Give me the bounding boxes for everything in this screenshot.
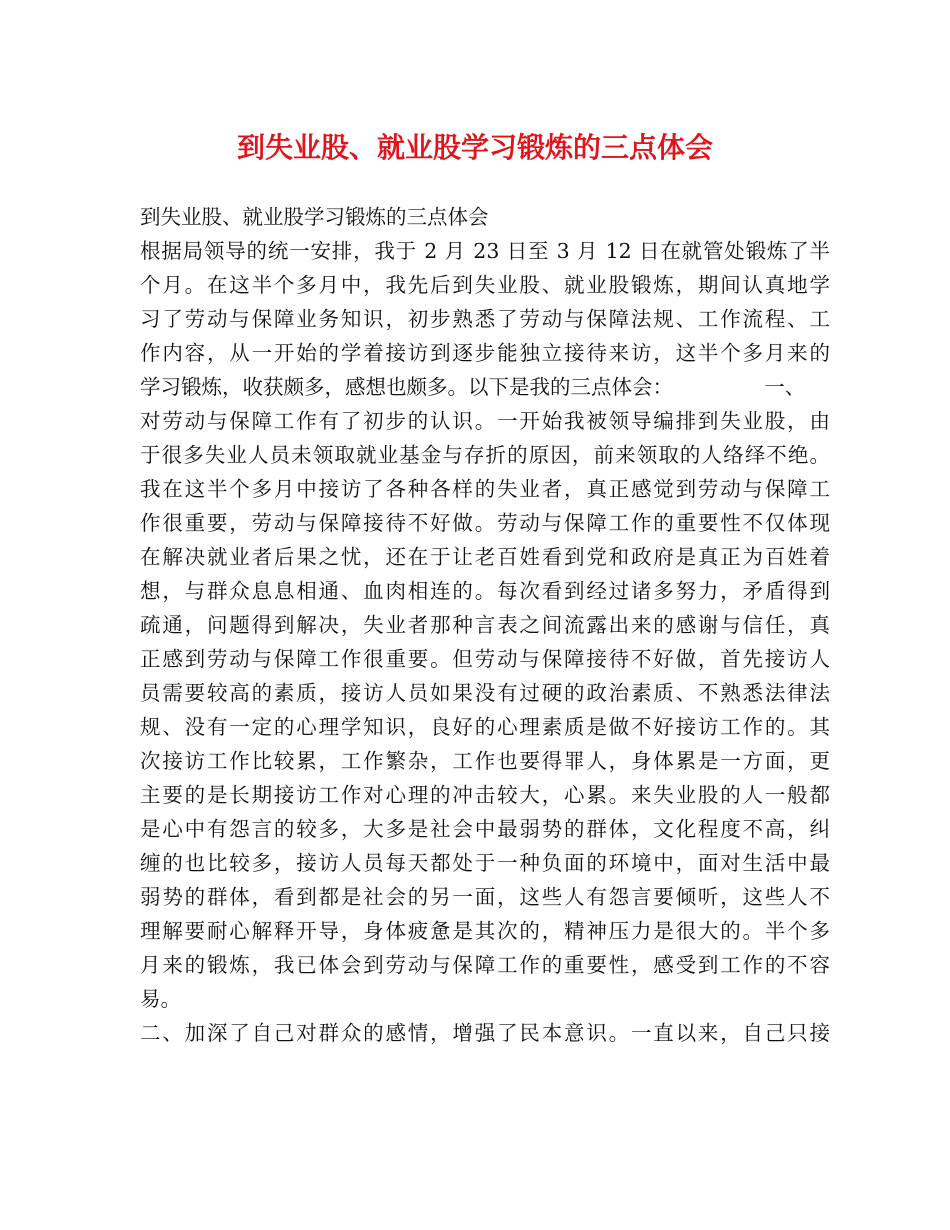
body-line: 疏通，问题得到解决，失业者那种言表之间流露出来的感谢与信任，真 (140, 613, 830, 637)
body-line: 理解要耐心解释开导，身体疲惫是其次的，精神压力是很大的。半个多 (140, 919, 830, 943)
body-line: 正感到劳动与保障工作很重要。但劳动与保障接待不好做，首先接访人 (140, 647, 830, 671)
body-line: 缠的也比较多，接访人员每天都处于一种负面的环境中，面对生活中最 (140, 851, 830, 875)
body-line: 员需要较高的素质，接访人员如果没有过硬的政治素质、不熟悉法律法 (140, 681, 830, 705)
document-body (140, 200, 830, 1050)
body-line: 月来的锻炼，我已体会到劳动与保障工作的重要性，感受到工作的不容 (140, 953, 830, 977)
body-line: 作很重要，劳动与保障接待不好做。劳动与保障工作的重要性不仅体现 (140, 511, 830, 535)
body-line: 次接访工作比较累，工作繁杂，工作也要得罪人，身体累是一方面，更 (140, 749, 830, 773)
body-line: 学习锻炼，收获颇多，感想也颇多。以下是我的三点体会： 一、 (140, 375, 806, 399)
body-line: 规、没有一定的心理学知识，良好的心理素质是做不好接访工作的。其 (140, 715, 830, 739)
body-line: 个月。在这半个多月中，我先后到失业股、就业股锻炼，期间认真地学 (140, 273, 830, 297)
body-line: 于很多失业人员未领取就业基金与存折的原因，前来领取的人络绎不绝。 (140, 443, 830, 467)
body-line: 到失业股、就业股学习锻炼的三点体会 (140, 205, 489, 229)
body-line: 在解决就业者后果之忧，还在于让老百姓看到党和政府是真正为百姓着 (140, 545, 830, 569)
body-line: 想，与群众息息相通、血肉相连的。每次看到经过诸多努力，矛盾得到 (140, 579, 830, 603)
body-line: 习了劳动与保障业务知识，初步熟悉了劳动与保障法规、工作流程、工 (140, 307, 830, 331)
body-line: 二、加深了自己对群众的感情，增强了民本意识。一直以来，自己只接 (140, 1021, 830, 1045)
body-line: 主要的是长期接访工作对心理的冲击较大，心累。来失业股的人一般都 (140, 783, 830, 807)
body-line: 对劳动与保障工作有了初步的认识。一开始我被领导编排到失业股，由 (140, 409, 830, 433)
body-line: 易。 (140, 987, 181, 1011)
body-line: 作内容，从一开始的学着接访到逐步能独立接待来访，这半个多月来的 (140, 341, 830, 365)
body-line: 弱势的群体，看到都是社会的另一面，这些人有怨言要倾听，这些人不 (140, 885, 830, 909)
body-line: 是心中有怨言的较多，大多是社会中最弱势的群体，文化程度不高，纠 (140, 817, 830, 841)
body-line: 我在这半个多月中接访了各种各样的失业者，真正感觉到劳动与保障工 (140, 477, 830, 501)
body-line: 根据局领导的统一安排，我于 2 月 23 日至 3 月 12 日在就管处锻炼了半 (140, 239, 830, 263)
document-title: 到失业股、就业股学习锻炼的三点体会 (236, 131, 713, 164)
